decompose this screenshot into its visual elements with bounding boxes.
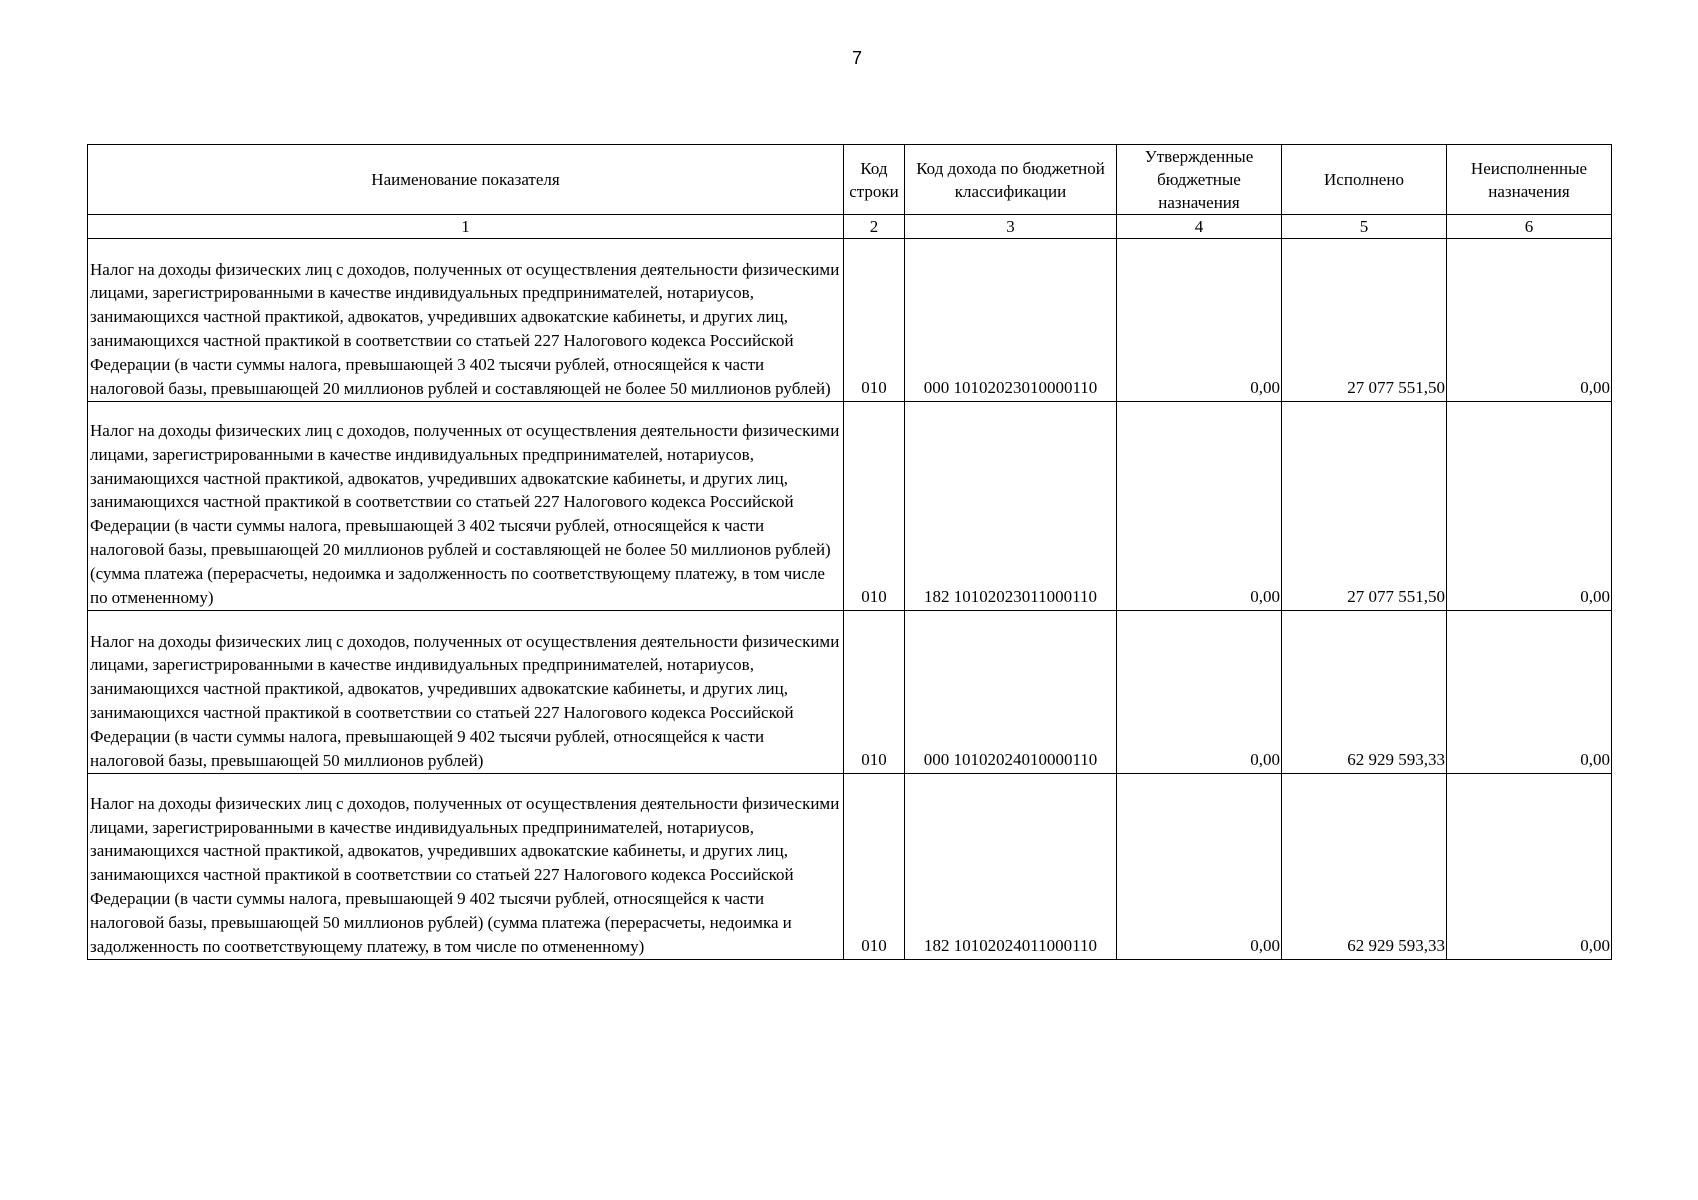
header-approved: Утвержденные бюджетные назначения [1117,145,1282,215]
column-number: 1 [88,215,844,239]
header-name: Наименование показателя [88,145,844,215]
header-income-code: Код дохода по бюджетной классификации [905,145,1117,215]
table-row [88,774,1612,960]
column-number-row [88,215,1612,239]
line-code: 010 [844,239,905,402]
approved-value: 0,00 [1117,611,1282,774]
executed-value: 27 077 551,50 [1282,239,1447,402]
column-number: 4 [1117,215,1282,239]
line-code: 010 [844,611,905,774]
approved-value: 0,00 [1117,774,1282,960]
column-number: 3 [905,215,1117,239]
income-code: 000 10102024010000110 [905,611,1117,774]
income-code: 000 10102023010000110 [905,239,1117,402]
unexecuted-value: 0,00 [1447,402,1612,611]
executed-value: 62 929 593,33 [1282,774,1447,960]
budget-execution-table [87,144,1612,960]
income-code: 182 10102024011000110 [905,774,1117,960]
income-code: 182 10102023011000110 [905,402,1117,611]
indicator-name: Налог на доходы физических лиц с доходов, полученных от осуществления деятельности физическими лицами, зарегистрированными в качестве индивидуальных предпринимателей, нотариусов, занимающихся частной практикой, адвокатов, учредивших адвокатские кабинеты, и других лиц, занимающихся частной практикой в соответствии со статьей 227 Налогового кодекса Российской Федерации (в части суммы налога, превышающей 9 402 тысячи рублей, относящейся к части налоговой базы, превышающей 50 миллионов рублей) [88,611,844,774]
executed-value: 27 077 551,50 [1282,402,1447,611]
table-row [88,239,1612,402]
indicator-name: Налог на доходы физических лиц с доходов, полученных от осуществления деятельности физическими лицами, зарегистрированными в качестве индивидуальных предпринимателей, нотариусов, занимающихся частной практикой, адвокатов, учредивших адвокатские кабинеты, и других лиц, занимающихся частной практикой в соответствии со статьей 227 Налогового кодекса Российской Федерации (в части суммы налога, превышающей 3 402 тысячи рублей, относящейся к части налоговой базы, превышающей 20 миллионов рублей и составляющей не более 50 миллионов рублей) (сумма платежа (перерасчеты, недоимка и задолженность по соответствующему платежу, в том числе по отмененному) [88,402,844,611]
unexecuted-value: 0,00 [1447,239,1612,402]
header-line-code: Код строки [844,145,905,215]
header-unexecuted: Неисполненные назначения [1447,145,1612,215]
executed-value: 62 929 593,33 [1282,611,1447,774]
column-number: 5 [1282,215,1447,239]
approved-value: 0,00 [1117,402,1282,611]
approved-value: 0,00 [1117,239,1282,402]
column-number: 2 [844,215,905,239]
table-row [88,402,1612,611]
unexecuted-value: 0,00 [1447,774,1612,960]
column-number: 6 [1447,215,1612,239]
table-row [88,611,1612,774]
page-number: 7 [851,48,862,68]
line-code: 010 [844,774,905,960]
header-executed: Исполнено [1282,145,1447,215]
unexecuted-value: 0,00 [1447,611,1612,774]
indicator-name: Налог на доходы физических лиц с доходов, полученных от осуществления деятельности физическими лицами, зарегистрированными в качестве индивидуальных предпринимателей, нотариусов, занимающихся частной практикой, адвокатов, учредивших адвокатские кабинеты, и других лиц, занимающихся частной практикой в соответствии со статьей 227 Налогового кодекса Российской Федерации (в части суммы налога, превышающей 3 402 тысячи рублей, относящейся к части налоговой базы, превышающей 20 миллионов рублей и составляющей не более 50 миллионов рублей) [88,239,844,402]
line-code: 010 [844,402,905,611]
table-header-row [88,145,1612,215]
indicator-name: Налог на доходы физических лиц с доходов, полученных от осуществления деятельности физическими лицами, зарегистрированными в качестве индивидуальных предпринимателей, нотариусов, занимающихся частной практикой, адвокатов, учредивших адвокатские кабинеты, и других лиц, занимающихся частной практикой в соответствии со статьей 227 Налогового кодекса Российской Федерации (в части суммы налога, превышающей 9 402 тысячи рублей, относящейся к части налоговой базы, превышающей 50 миллионов рублей) (сумма платежа (перерасчеты, недоимка и задолженность по соответствующему платежу, в том числе по отмененному) [88,774,844,960]
